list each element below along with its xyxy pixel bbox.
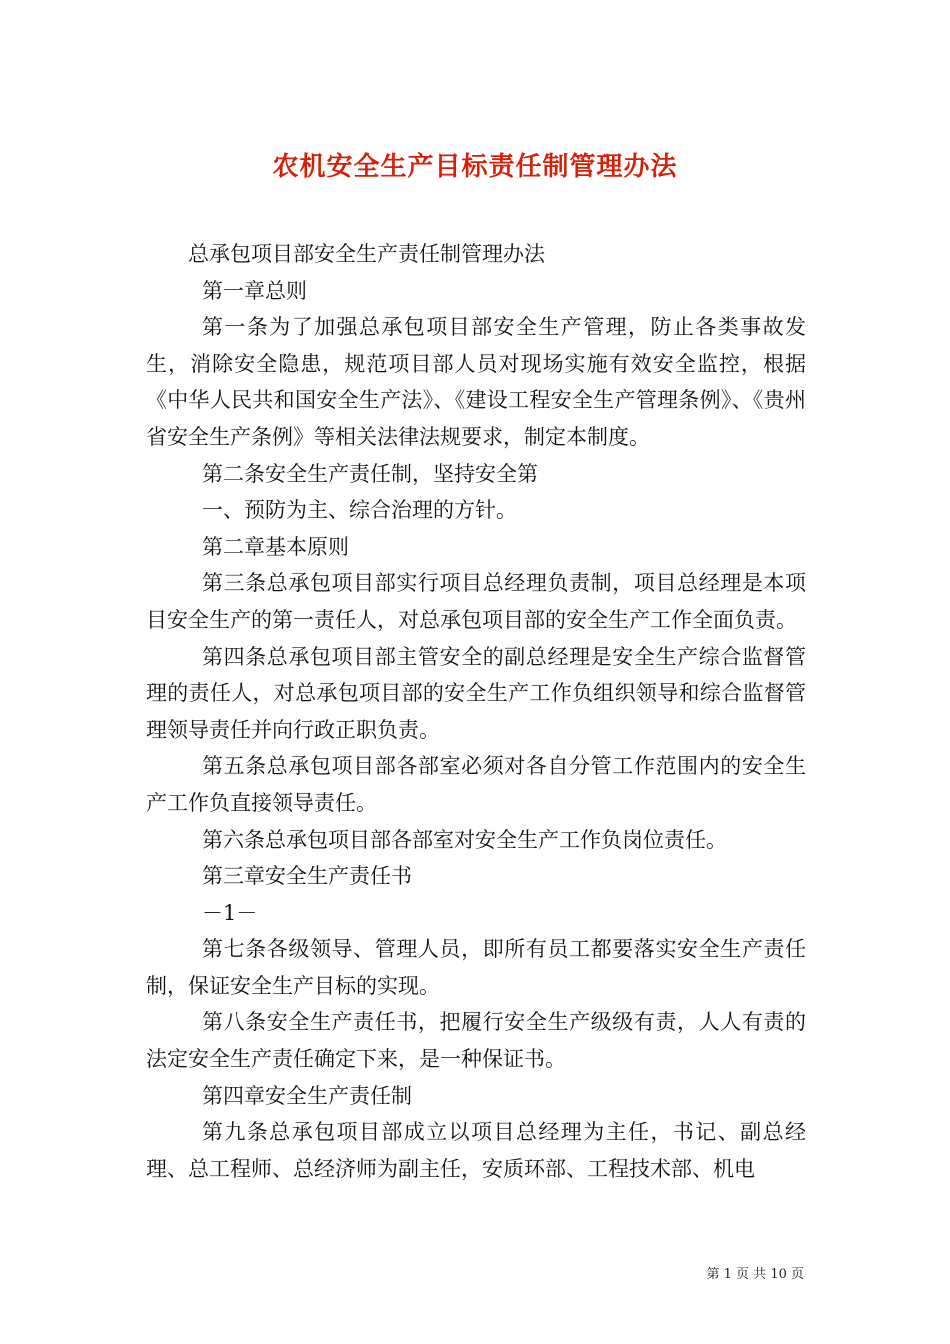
chapter-heading: 第三章安全生产责任书 [202, 864, 412, 889]
article-paragraph: 第七条各级领导、管理人员，即所有员工都要落实安全生产责任制，保证安全生产目标的实现。 [146, 937, 806, 998]
article-paragraph: 第九条总承包项目部成立以项目总经理为主任，书记、副总经理、总工程师、总经济师为副主任，安质环部、工程技术部、机电 [146, 1120, 806, 1181]
chapter-heading: 第一章总则 [202, 278, 307, 303]
inline-page-marker: －1－ [202, 900, 258, 925]
document-body [146, 236, 806, 1187]
article-paragraph: 第二条安全生产责任制，坚持安全第 [202, 461, 538, 486]
article-paragraph: 第八条安全生产责任书，把履行安全生产级级有责，人人有责的法定安全生产责任确定下来，是一种保证书。 [146, 1010, 806, 1072]
chapter-heading: 第二章基本原则 [202, 534, 349, 559]
article-paragraph: 第六条总承包项目部各部室对安全生产工作负岗位责任。 [202, 827, 727, 852]
article-paragraph: 第三条总承包项目部实行项目总经理负责制，项目总经理是本项目安全生产的第一责任人，对总承包项目部的安全生产工作全面负责。 [146, 571, 806, 632]
document-subtitle: 总承包项目部安全生产责任制管理办法 [188, 242, 545, 266]
page-title: 农机安全生产目标责任制管理办法 [272, 152, 678, 183]
article-paragraph: 第一条为了加强总承包项目部安全生产管理，防止各类事故发生，消除安全隐患，规范项目部人员对现场实施有效安全监控，根据《中华人民共和国安全生产法》、《建设工程安全生产管理条例》、《贵州省安全生产条例》等相关法律法规要求，制定本制度。 [146, 315, 806, 449]
article-paragraph: 第五条总承包项目部各部室必须对各自分管工作范围内的安全生产工作负直接领导责任。 [146, 754, 806, 815]
chapter-heading: 第四章安全生产责任制 [202, 1083, 412, 1108]
page-number-footer: 第 1 页 共 10 页 [706, 1267, 804, 1282]
article-paragraph: 一、预防为主、综合治理的方针。 [202, 498, 517, 523]
article-paragraph: 第四条总承包项目部主管安全的副总经理是安全生产综合监督管理的责任人，对总承包项目部的安全生产工作负组织领导和综合监督管理领导责任并向行政正职负责。 [146, 644, 806, 742]
